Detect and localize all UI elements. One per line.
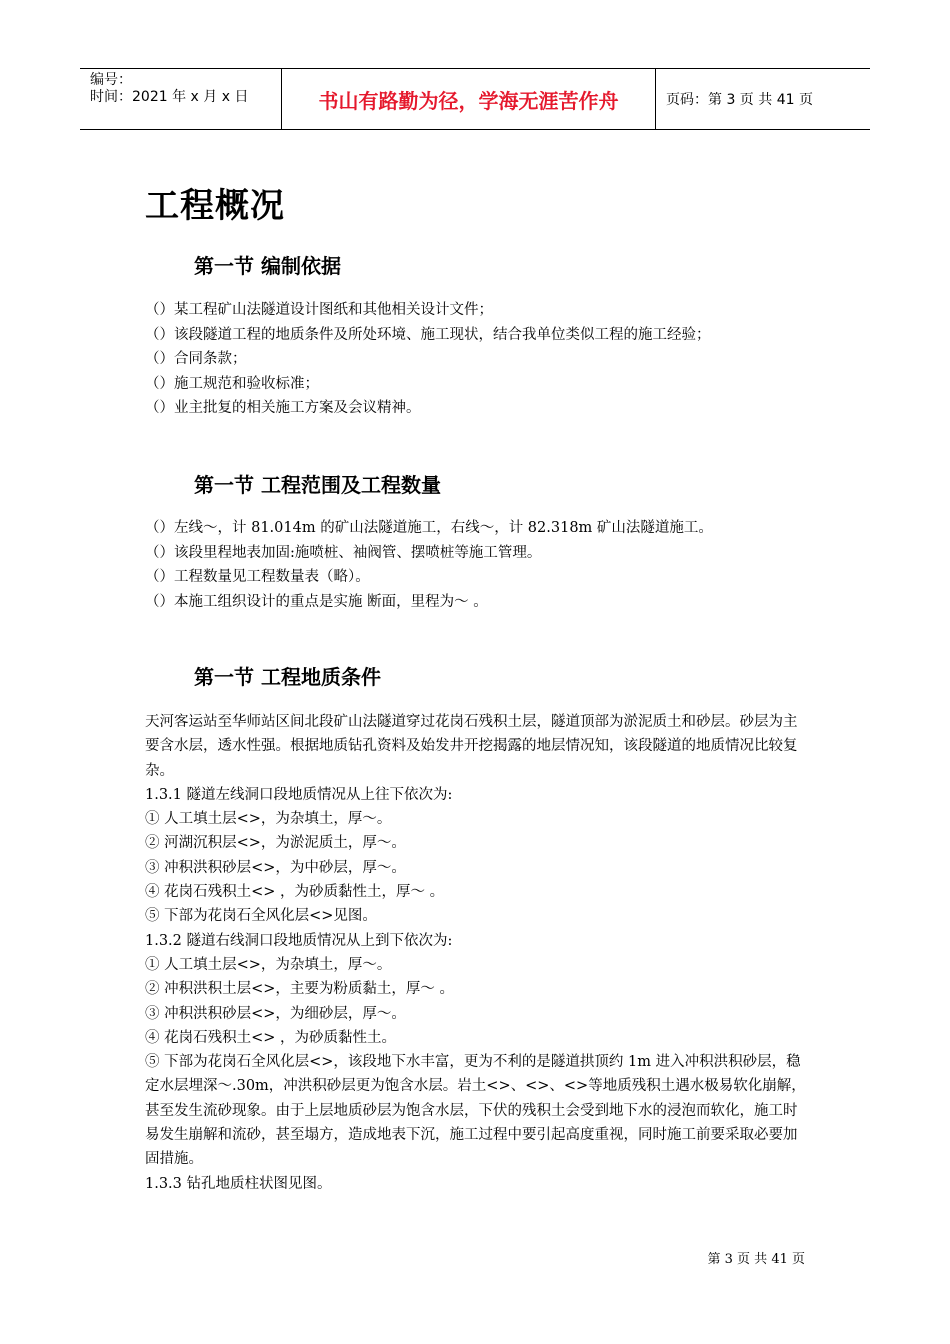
list-item: （）本施工组织设计的重点是实施 断面，里程为～ 。 bbox=[145, 593, 488, 610]
paragraph: 天河客运站至华师站区间北段矿山法隧道穿过花岗石残积土层，隧道顶部为淤泥质土和砂层。砂层为主要含水层，透水性强。根据地质钻孔资料及始发井开挖揭露的地层情况知，该段隧道的地质情况比较复杂。 bbox=[145, 714, 798, 779]
section-basis-list bbox=[145, 298, 810, 421]
paragraph: ① 人工填土层<>，为杂填土，厚～。 bbox=[145, 811, 392, 828]
paragraph: ④ 花岗石残积土<> ，为砂质黏性土，厚～ 。 bbox=[145, 884, 445, 901]
section-geology-body bbox=[145, 710, 810, 1196]
header-meta bbox=[80, 69, 282, 129]
list-item: （）合同条款； bbox=[145, 351, 247, 367]
paragraph: ④ 花岗石残积土<> ，为砂质黏性土。 bbox=[145, 1029, 397, 1046]
list-item: （）业主批复的相关施工方案及会议精神。 bbox=[145, 400, 421, 416]
list-item: （）该段里程地表加固:施喷桩、袖阀管、摆喷桩等施工管理。 bbox=[145, 544, 542, 561]
list-item: （）施工规范和验收标准； bbox=[145, 375, 319, 392]
paragraph: ③ 冲积洪积砂层<>，为中砂层，厚～。 bbox=[145, 859, 406, 876]
section-heading-scope: 第一节 工程范围及工程数量 bbox=[194, 473, 441, 497]
document-title: 工程概况 bbox=[145, 186, 285, 226]
list-item: （）该段隧道工程的地质条件及所处环境、施工现状，结合我单位类似工程的施工经验； bbox=[145, 326, 711, 343]
paragraph: ③ 冲积洪积砂层<>，为细砂层，厚～。 bbox=[145, 1005, 406, 1022]
paragraph: ① 人工填土层<>，为杂填土，厚～。 bbox=[145, 956, 392, 973]
page-header bbox=[80, 68, 870, 130]
number-label: 编号： bbox=[90, 72, 132, 88]
section-scope-list bbox=[145, 516, 810, 614]
section-heading-basis: 第一节 编制依据 bbox=[194, 254, 341, 278]
paragraph: 1.3.1 隧道左线洞口段地质情况从上往下依次为: bbox=[145, 786, 453, 803]
list-item: （）左线～，计 81.014m 的矿山法隧道施工，右线～，计 82.318m 矿山法隧道施工。 bbox=[145, 520, 713, 536]
header-page-number: 页码：第 3 页 共 41 页 bbox=[666, 92, 813, 108]
paragraph: ⑤ 下部为花岗石全风化层<>见图。 bbox=[145, 908, 377, 925]
paragraph: 1.3.2 隧道右线洞口段地质情况从上到下依次为: bbox=[145, 932, 453, 949]
paragraph: ② 冲积洪积土层<>，主要为粉质黏土，厚～ 。 bbox=[145, 981, 455, 998]
page-footer: 第 3 页 共 41 页 bbox=[707, 1252, 805, 1267]
paragraph: ⑤ 下部为花岗石全风化层<>，该段地下水丰富，更为不利的是隧道拱顶约 1m 进入冲积洪积砂层，稳定水层埋深～.30m，冲洪积砂层更为饱含水层。岩土<>、<>、<>等地质残积土遇水极易软化崩解，甚至发生流砂现象。由于上层地质砂层为饱含水层，下伏的残积土会受到地下水的浸泡而软化，施工时易发生崩解和流砂，甚至塌方，造成地表下沉，施工过程中要引起高度重视，同时施工前要采取必要加固措施。 bbox=[145, 1054, 806, 1168]
paragraph: ② 河湖沉积层<>，为淤泥质土，厚～。 bbox=[145, 835, 406, 852]
date-label: 时间：2021 年 x 月 x 日 bbox=[90, 89, 249, 105]
list-item: （）某工程矿山法隧道设计图纸和其他相关设计文件； bbox=[145, 302, 493, 318]
header-motto: 书山有路勤为径，学海无涯苦作舟 bbox=[282, 69, 656, 129]
list-item: （）工程数量见工程数量表（略）。 bbox=[145, 569, 370, 585]
paragraph: 1.3.3 钻孔地质柱状图见图。 bbox=[145, 1175, 332, 1192]
section-heading-geology: 第一节 工程地质条件 bbox=[194, 665, 381, 689]
